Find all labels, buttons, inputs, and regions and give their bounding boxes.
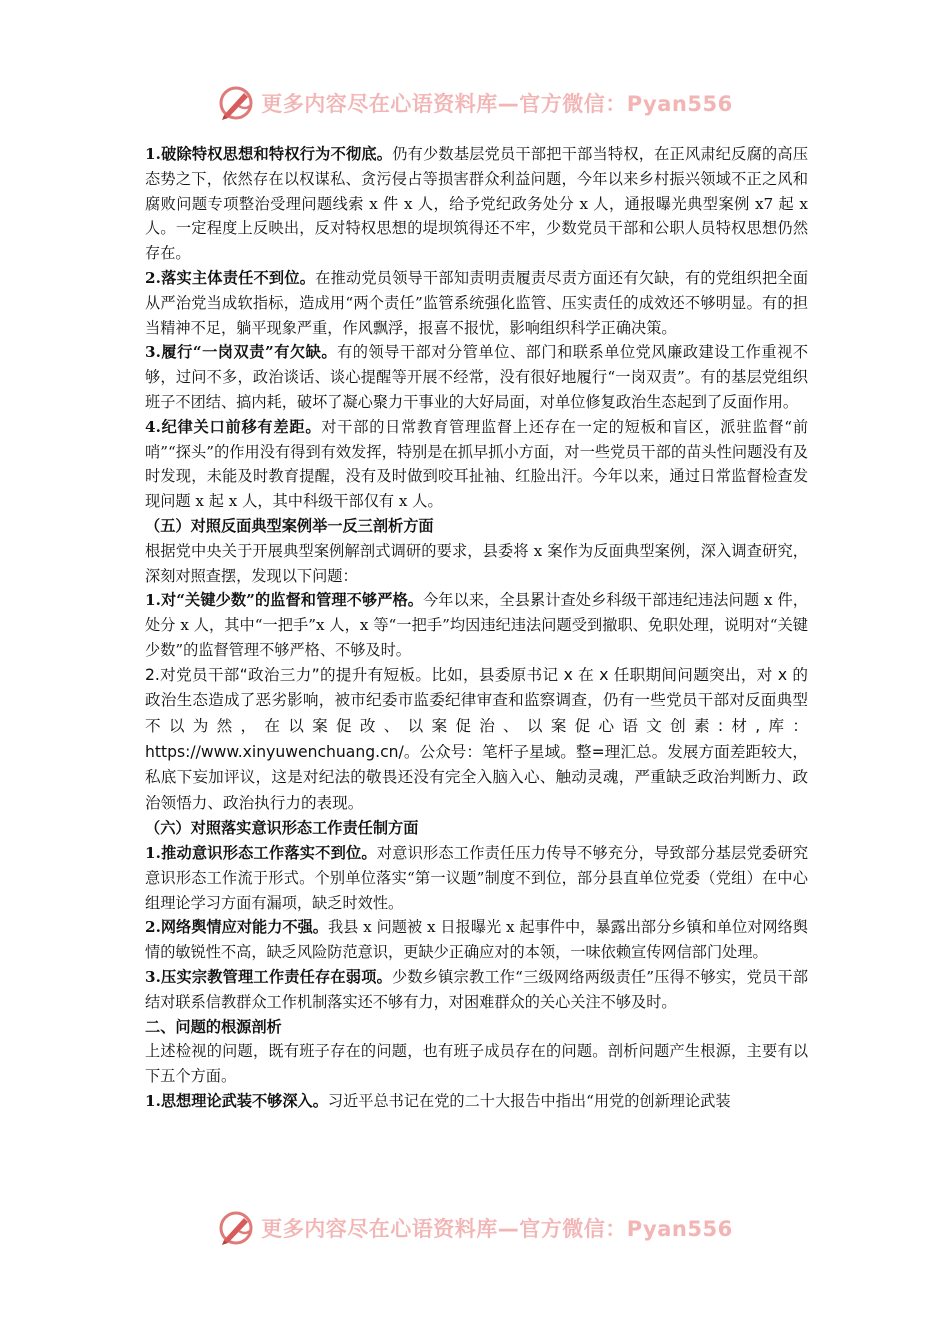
watermark-banner-top <box>0 83 950 123</box>
paragraph-privilege: 1.破除特权思想和特权行为不彻底。仍有少数基层党员干部把干部当特权，在正风肃纪反腐的高压态势之下，依然存在以权谋私、贪污侵占等损害群众利益问题，今年以来乡村振兴领域不正之风和腐败问题专项整治受理问题线索 x 件 x 人，给予党纪政务处分 x 人，通报曝光典型案例 x7 起 x 人。一定程度上反映出，反对特权思想的堤坝筑得还不牢，少数党员干部和公职人员特权思想仍然存在。 <box>145 145 809 263</box>
watermark-text: 更多内容尽在心语资料库—官方微信：Pyan556 <box>261 92 733 116</box>
paragraph-online-opinion: 2.网络舆情应对能力不强。我县 x 问题被 x 日报曝光 x 起事件中，暴露出部分乡镇和单位对网络舆情的敏锐性不高，缺乏风险防范意识，更缺少正确应对的本领，一味依赖宣传网信部门处理。 <box>145 918 808 962</box>
paragraph-religion: 3.压实宗教管理工作责任存在弱项。少数乡镇宗教工作“三级网络两级责任”压得不够实，党员干部结对联系信教群众工作机制落实还不够有力，对困难群众的关心关注不够及时。 <box>145 968 809 1011</box>
paragraph-political-ability: 2.对党员干部“政治三力”的提升有短板。比如，县委原书记 x 在 x 任职期间问题突出，对 x 的政治生态造成了恶劣影响，被市纪委市监委纪律审查和监察调查，仍有一些党员干部对反面典型不以为然，在以案促改、以案促治、以案促心语文创素:材,库：https://www.xinyuwenchuang.cn/。公众号：笔杆子星域。整=理汇总。发展方面差距较大，私底下妄加评议，这是对纪法的敬畏还没有完全入脑入心、触动灵魂，严重缺乏政治判断力、政治领悟力、政治执行力的表现。 <box>145 665 808 812</box>
paragraph-main-responsibility: 2.落实主体责任不到位。在推动党员领导干部知责明责履责尽责方面还有欠缺，有的党组织把全面从严治党当成软指标，造成用“两个责任”监管系统强化监管、压实责任的成效还不够明显。有的担当精神不足，躺平现象严重，作风飘浮，报喜不报忧，影响组织科学正确决策。 <box>145 268 809 337</box>
pen-logo-icon <box>217 84 255 122</box>
paragraph-root-intro: 上述检视的问题，既有班子存在的问题，也有班子成员存在的问题。剖析问题产生根源，主要有以下五个方面。 <box>145 1042 808 1086</box>
paragraph-key-minority: 1.对“关键少数”的监督和管理不够严格。今年以来，全县累计查处乡科级干部违纪违法问题 x 件，处分 x 人，其中“一把手”x 人，x 等“一把手”均因违纪违法问题受到撤职、免职处理，说明对“关键少数”的监督管理不够严格、不够及时。 <box>145 591 808 659</box>
paragraph-discipline-gate: 4.纪律关口前移有差距。对干部的日常教育管理监督上还存在一定的短板和盲区，派驻监督“前哨”“探头”的作用没有得到有效发挥，特别是在抓早抓小方面，对一些党员干部的苗头性问题没有及时发现，未能及时教育提醒，没有及时做到咬耳扯袖、红脸出汗。今年以来，通过日常监督检查发现问题 x 起 x 人，其中科级干部仅有 x 人。 <box>145 417 809 511</box>
document-body <box>145 142 808 1114</box>
section-heading-5: （五）对照反面典型案例举一反三剖析方面 <box>145 516 434 535</box>
watermark-text: 更多内容尽在心语资料库—官方微信：Pyan556 <box>261 1217 733 1241</box>
paragraph-dual-duty: 3.履行“一岗双责”有欠缺。有的领导干部对分管单位、部门和联系单位党风廉政建设工作重视不够，过问不多，政治谈话、谈心提醒等开展不经常，没有很好地履行“一岗双责”。有的基层党组织班子不团结、搞内耗，破坏了凝心聚力干事业的大好局面，对单位修复政治生态起到了反面作用。 <box>145 343 809 411</box>
section-heading-6: （六）对照落实意识形态工作责任制方面 <box>145 819 419 838</box>
section-heading-root-cause: 二、问题的根源剖析 <box>145 1017 282 1036</box>
paragraph-theory: 1.思想理论武装不够深入。习近平总书记在党的二十大报告中指出“用党的创新理论武装 <box>145 1092 731 1111</box>
watermark-banner-bottom <box>0 1208 950 1248</box>
paragraph-ideology: 1.推动意识形态工作落实不到位。对意识形态工作责任压力传导不够充分，导致部分基层党委研究意识形态工作流于形式。个别单位落实“第一议题”制度不到位，部分县直单位党委（党组）在中心组理论学习方面有漏项，缺乏时效性。 <box>145 844 809 912</box>
pen-logo-icon <box>217 1209 255 1247</box>
paragraph-case-intro: 根据党中央关于开展典型案例解剖式调研的要求，县委将 x 案作为反面典型案例，深入调查研究，深刻对照查摆，发现以下问题： <box>145 541 808 585</box>
